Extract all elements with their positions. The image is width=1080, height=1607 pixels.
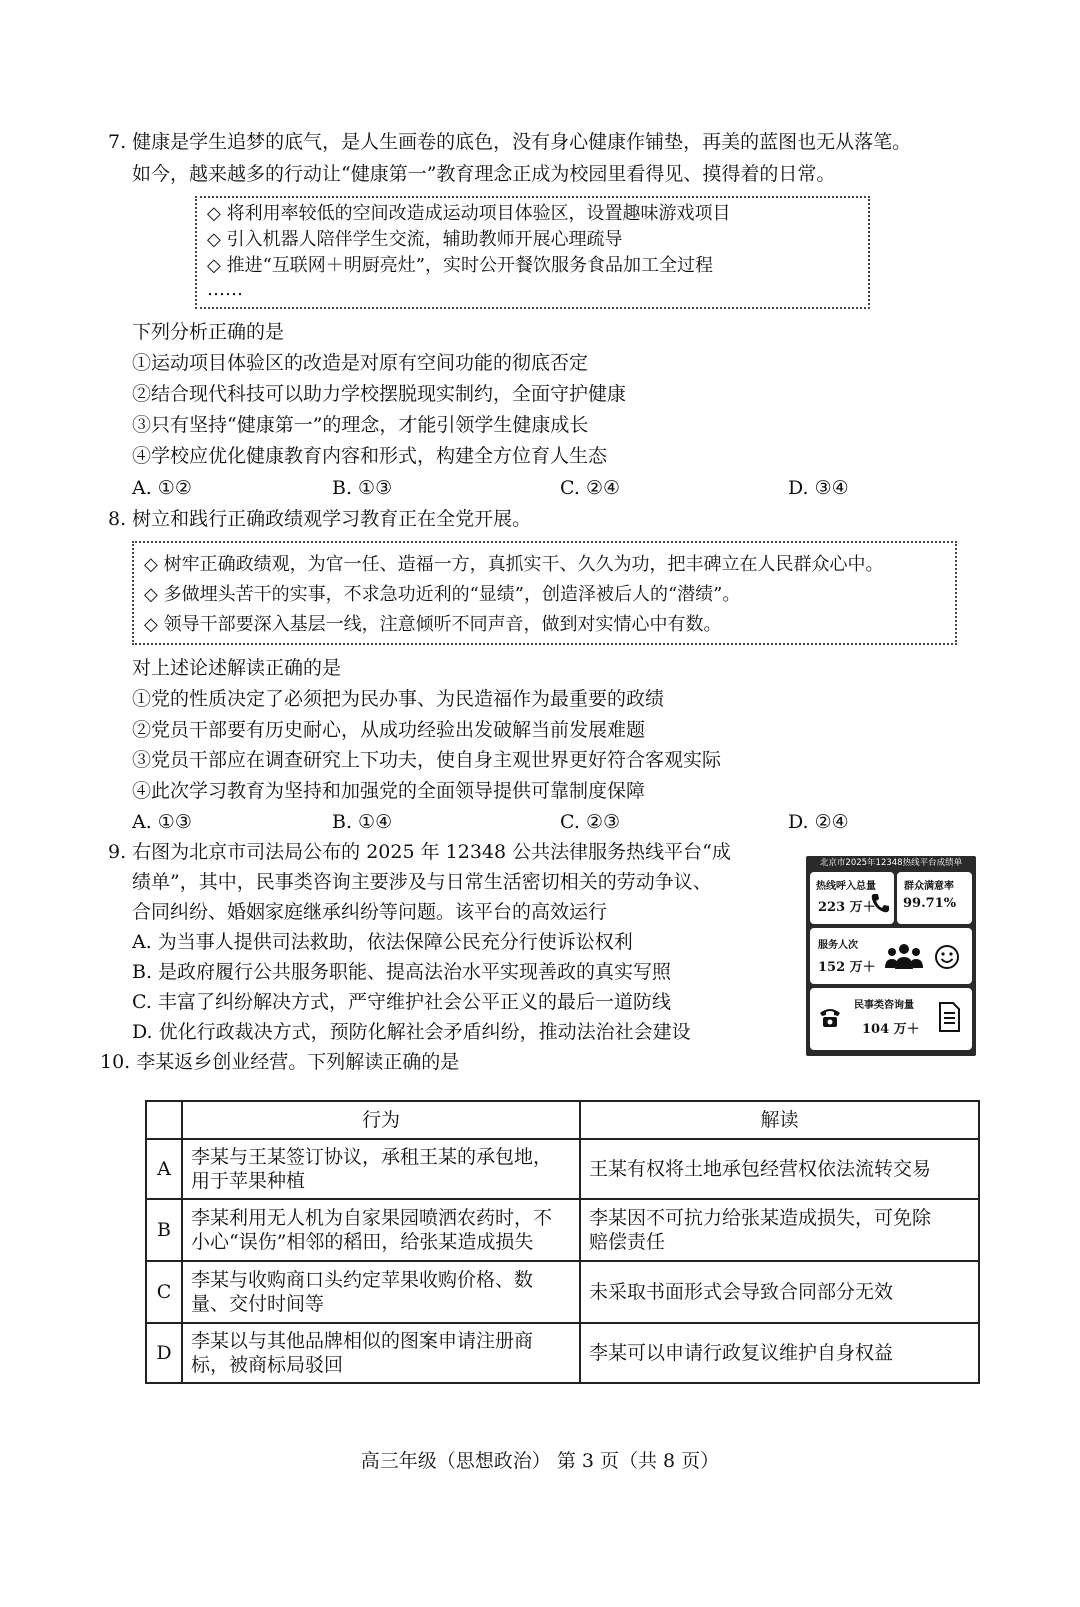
calls-cell — [810, 872, 894, 924]
q8-box-item-1: ◇ 树牢正确政绩观，为官一任、造福一方，真抓实干、久久为功，把丰碑立在人民群众心中。 — [144, 554, 884, 575]
q7-prompt: 下列分析正确的是 — [132, 321, 285, 343]
telephone-icon — [818, 1006, 842, 1028]
satisfaction-cell — [897, 872, 972, 924]
q10-header-row — [146, 1101, 979, 1139]
civil-cell — [810, 988, 972, 1050]
q10-row-interp: 王某有权将土地承包经营权依法流转交易 — [580, 1139, 979, 1199]
q7-box-item-1: ◇ 将利用率较低的空间改造成运动项目体验区，设置趣味游戏项目 — [207, 203, 731, 224]
q8-statement-4: ④此次学习教育为坚持和加强党的全面领导提供可靠制度保障 — [132, 780, 646, 802]
q7-statement-3: ③只有坚持“健康第一”的理念，才能引领学生健康成长 — [132, 414, 589, 436]
q8-material-box — [132, 541, 957, 645]
q9-option-c[interactable]: C. 丰富了纠纷解决方式，严守维护社会公平正义的最后一道防线 — [132, 991, 671, 1013]
q10-header-letter — [146, 1101, 182, 1139]
q7-box-item-3: ◇ 推进“互联网＋明厨亮灶”，实时公开餐饮服务食品加工全过程 — [207, 255, 713, 276]
q7-option-a[interactable]: A. ①② — [132, 477, 192, 499]
q8-box-item-3: ◇ 领导干部要深入基层一线，注意倾听不同声音，做到对实情心中有数。 — [144, 614, 722, 635]
q8-stem: 8. 树立和践行正确政绩观学习教育正在全党开展。 — [108, 508, 532, 530]
q9-option-d[interactable]: D. 优化行政裁决方式，预防化解社会矛盾纠纷，推动法治社会建设 — [132, 1021, 691, 1043]
q8-statement-3: ③党员干部应在调查研究上下功夫，使自身主观世界更好符合客观实际 — [132, 749, 722, 771]
q10-row-interp: 未采取书面形式会导致合同部分无效 — [580, 1261, 979, 1323]
satisfaction-label: 群众满意率 — [904, 881, 954, 892]
q10-row-letter: A — [146, 1139, 182, 1199]
q10-row-act: 李某与收购商口头约定苹果收购价格、数 量、交付时间等 — [182, 1261, 580, 1323]
q9-stem-line3: 合同纠纷、婚姻家庭继承纠纷等问题。该平台的高效运行 — [132, 901, 608, 923]
q9-stem-line1: 9. 右图为北京市司法局公布的 2025 年 12348 公共法律服务热线平台“成 — [108, 841, 731, 863]
civil-value: 104 万＋ — [862, 1022, 920, 1037]
q10-row-letter: D — [146, 1323, 182, 1383]
q9-option-b[interactable]: B. 是政府履行公共服务职能、提高法治水平实现善政的真实写照 — [132, 961, 672, 983]
q10-table — [145, 1100, 980, 1384]
q10-header-interp: 解读 — [580, 1101, 979, 1139]
phone-icon — [870, 892, 890, 914]
q10-row-a[interactable] — [146, 1139, 979, 1199]
calls-value: 223 万＋ — [818, 900, 876, 915]
q10-row-letter: C — [146, 1261, 182, 1323]
q10-stem: 10. 李某返乡创业经营。下列解读正确的是 — [100, 1051, 460, 1073]
q7-material-box — [195, 196, 870, 309]
q10-row-interp: 李某可以申请行政复议维护自身权益 — [580, 1323, 979, 1383]
served-cell — [810, 928, 972, 984]
q8-prompt: 对上述论述解读正确的是 — [132, 657, 342, 679]
q7-option-c[interactable]: C. ②④ — [560, 477, 621, 499]
q7-box-item-2: ◇ 引入机器人陪伴学生交流，辅助教师开展心理疏导 — [207, 229, 623, 250]
q8-statement-2: ②党员干部要有历史耐心，从成功经验出发破解当前发展难题 — [132, 719, 646, 741]
q10-row-act: 李某利用无人机为自家果园喷洒农药时，不 小心“误伤”相邻的稻田，给张某造成损失 — [182, 1199, 580, 1261]
report-card-title: 北京市2025年12348热线平台成绩单 — [819, 858, 963, 868]
q7-option-d[interactable]: D. ③④ — [788, 477, 849, 499]
hotline-report-card — [806, 856, 976, 1056]
page-footer: 高三年级（思想政治） 第 3 页（共 8 页） — [360, 1450, 720, 1472]
q7-options — [0, 476, 1080, 500]
q10-row-c[interactable] — [146, 1261, 979, 1323]
civil-label: 民事类咨询量 — [854, 1000, 914, 1011]
q10-row-letter: B — [146, 1199, 182, 1261]
q7-stem-line1: 7. 健康是学生追梦的底气，是人生画卷的底色，没有身心健康作铺垫，再美的蓝图也无从落笔。 — [108, 131, 912, 153]
q7-statement-1: ①运动项目体验区的改造是对原有空间功能的彻底否定 — [132, 352, 589, 374]
q10-row-d[interactable] — [146, 1323, 979, 1383]
q10-row-interp: 李某因不可抗力给张某造成损失，可免除 赔偿责任 — [580, 1199, 979, 1261]
q7-stem-line2: 如今，越来越多的行动让“健康第一”教育理念正成为校园里看得见、摸得着的日常。 — [132, 163, 836, 185]
q7-statement-2: ②结合现代科技可以助力学校摆脱现实制约，全面守护健康 — [132, 383, 627, 405]
q9-option-a[interactable]: A. 为当事人提供司法救助，依法保障公民充分行使诉讼权利 — [132, 931, 633, 953]
served-label: 服务人次 — [818, 940, 858, 951]
smiley-icon — [934, 944, 960, 970]
q8-option-d[interactable]: D. ②④ — [788, 811, 849, 833]
q7-option-b[interactable]: B. ①③ — [332, 477, 393, 499]
q8-option-c[interactable]: C. ②③ — [560, 811, 621, 833]
q8-option-a[interactable]: A. ①③ — [132, 811, 192, 833]
q8-statement-1: ①党的性质决定了必须把为民办事、为民造福作为最重要的政绩 — [132, 688, 665, 710]
q8-options — [0, 810, 1080, 834]
served-value: 152 万＋ — [818, 960, 876, 975]
document-icon — [938, 1002, 960, 1032]
q9-stem-line2: 绩单”，其中，民事类咨询主要涉及与日常生活密切相关的劳动争议、 — [132, 871, 712, 893]
q10-row-act: 李某以与其他品牌相似的图案申请注册商 标，被商标局驳回 — [182, 1323, 580, 1383]
q10-header-act: 行为 — [182, 1101, 580, 1139]
q10-row-act: 李某与王某签订协议，承租王某的承包地， 用于苹果种植 — [182, 1139, 580, 1199]
calls-label: 热线呼入总量 — [816, 881, 876, 892]
q7-statement-4: ④学校应优化健康教育内容和形式，构建全方位育人生态 — [132, 445, 608, 467]
q7-box-ellipsis: …… — [207, 279, 243, 300]
q10-row-b[interactable] — [146, 1199, 979, 1261]
people-icon — [884, 942, 924, 970]
q8-box-item-2: ◇ 多做埋头苦干的实事，不求急功近利的“显绩”，创造泽被后人的“潜绩”。 — [144, 584, 741, 605]
satisfaction-value: 99.71% — [903, 896, 957, 911]
q8-option-b[interactable]: B. ①④ — [332, 811, 393, 833]
